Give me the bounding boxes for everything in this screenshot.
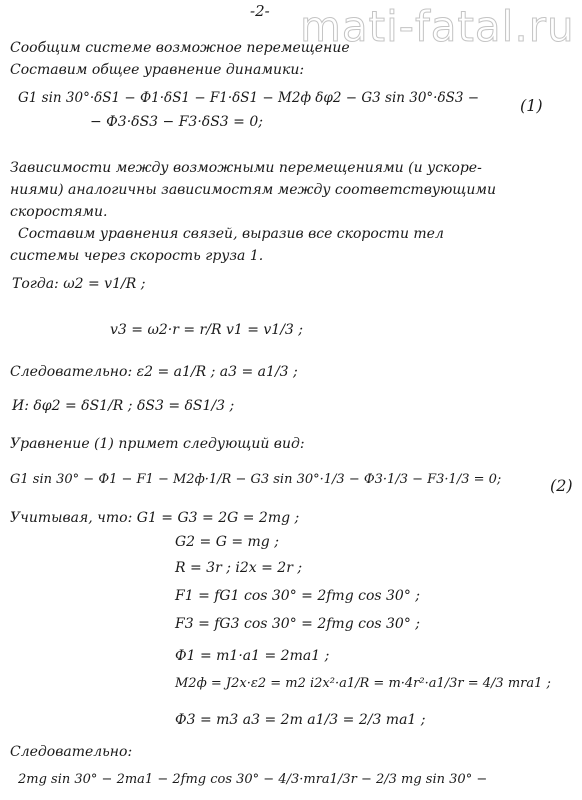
equation-line-4: v3 = ω2·r = r/R v1 = v1/3 ; — [110, 322, 303, 338]
equation-line-7: G1 sin 30° − Ф1 − F1 − M2ф·1/R − G3 sin 30°·1/3 − Ф3·1/3 − F3·1/3 = 0; — [10, 472, 502, 487]
equation-number-2: (2) — [550, 476, 573, 495]
equation-line-2: − Ф3·δS3 − F3·δS3 = 0; — [90, 114, 263, 130]
equation-line-12: F3 = fG3 cos 30° = 2fmg cos 30° ; — [175, 616, 420, 632]
equation-line-13: Ф1 = m1·a1 = 2ma1 ; — [175, 648, 330, 664]
equation-line-8: Учитывая, что: G1 = G3 = 2G = 2mg ; — [10, 510, 300, 526]
text-line-5: скоростями. — [10, 204, 108, 220]
equation-line-11: F1 = fG1 cos 30° = 2fmg cos 30° ; — [175, 588, 420, 604]
equation-line-10: R = 3r ; i2x = 2r ; — [175, 560, 303, 576]
equation-line-16: 2mg sin 30° − 2ma1 − 2fmg cos 30° − 4/3·mra1/3r − 2/3 mg sin 30° − — [18, 772, 488, 787]
text-line-6: Составим уравнения связей, выразив все скорости тел — [18, 226, 444, 242]
equation-line-1: G1 sin 30°·δS1 − Ф1·δS1 − F1·δS1 − M2ф δφ2 − G3 sin 30°·δS3 − — [18, 90, 480, 106]
equation-line-6: И: δφ2 = δS1/R ; δS3 = δS1/3 ; — [12, 398, 235, 414]
text-line-9: Следовательно: — [10, 744, 133, 760]
equation-line-14: M2ф = J2x·ε2 = m2 i2x²·a1/R = m·4r²·a1/3r = 4/3 mra1 ; — [175, 676, 551, 691]
text-line-7: системы через скорость груза 1. — [10, 248, 264, 264]
equation-line-3: Тогда: ω2 = v1/R ; — [12, 276, 146, 292]
text-line-2: Составим общее уравнение динамики: — [10, 62, 305, 78]
watermark: mati-fatal.ru — [300, 2, 575, 51]
equation-line-5: Следовательно: ε2 = a1/R ; a3 = a1/3 ; — [10, 364, 298, 380]
text-line-1: Сообщим системе возможное перемещение — [10, 40, 350, 56]
equation-line-9: G2 = G = mg ; — [175, 534, 279, 550]
text-line-8: Уравнение (1) примет следующий вид: — [10, 436, 305, 452]
equation-number-1: (1) — [520, 96, 543, 115]
text-line-3: Зависимости между возможными перемещениями (и ускоре- — [10, 160, 482, 176]
equation-line-15: Ф3 = m3 a3 = 2m a1/3 = 2/3 ma1 ; — [175, 712, 426, 728]
text-line-4: ниями) аналогичны зависимостям между соответствующими — [10, 182, 496, 198]
page-number: -2- — [250, 2, 270, 20]
